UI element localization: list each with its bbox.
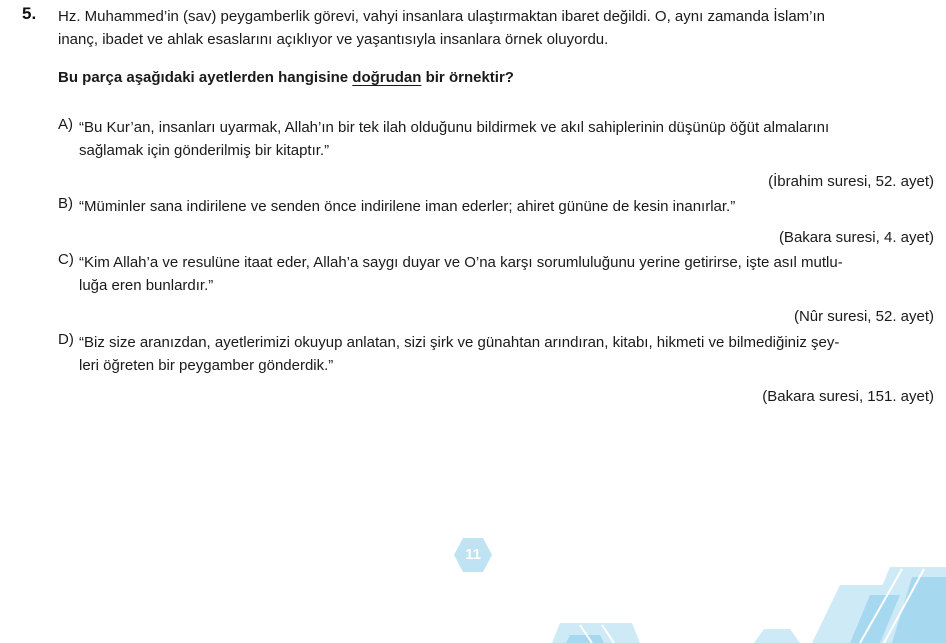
- stem-line: Hz. Muhammed’in (sav) peygamberlik görevi, vahyi insanlara ulaştırmaktan ibaret değildi. O, aynı zamanda İslam’ın: [58, 8, 825, 25]
- option-line: “Kim Allah’a ve resulüne itaat eder, Allah’a saygı duyar ve O’na karşı sorumluluğunu yerine getirirse, işte asıl mutlu-: [79, 254, 843, 271]
- question-number: 5.: [22, 4, 37, 23]
- option-line: leri öğreten bir peygamber gönderdik.”: [79, 357, 334, 374]
- option-letter: B): [58, 195, 73, 212]
- page-number: 11: [465, 546, 481, 563]
- option-line: “Bu Kur’an, insanları uyarmak, Allah’ın bir tek ilah olduğunu bildirmek ve akıl sahiplerinin düşünüp öğüt almalarını: [79, 119, 830, 136]
- prompt-text: Bu parça aşağıdaki ayetlerden hangisine: [58, 69, 353, 86]
- option-source: (Nûr suresi, 52. ayet): [793, 308, 934, 325]
- decorative-corner-shapes: [540, 555, 946, 643]
- option-letter: C): [58, 251, 74, 268]
- option-letter: A): [58, 116, 73, 133]
- option-text: [79, 251, 938, 297]
- option-source: (Bakara suresi, 4. ayet): [778, 229, 934, 246]
- question-stem: [58, 5, 938, 51]
- option-d[interactable]: [58, 331, 938, 408]
- option-line: luğa eren bunlardır.”: [79, 277, 214, 294]
- option-a[interactable]: [58, 116, 938, 193]
- option-c[interactable]: [58, 251, 938, 328]
- option-text: [79, 195, 938, 218]
- option-b[interactable]: [58, 195, 938, 249]
- option-line: “Müminler sana indirilene ve senden önce indirilene iman ederler; ahiret gününe de kesin inanırlar.”: [79, 198, 736, 215]
- option-text: [79, 331, 938, 377]
- option-line: “Biz size aranızdan, ayetlerimizi okuyup anlatan, sizi şirk ve günahtan arındıran, kitabı, hikmeti ve bilmediğiniz şey-: [79, 334, 840, 351]
- stem-line: inanç, ibadet ve ahlak esaslarını açıklıyor ve yaşantısıyla insanlara örnek oluyordu.: [58, 31, 609, 48]
- option-text: [79, 116, 938, 162]
- page-number-badge: [453, 537, 493, 573]
- question-prompt: [58, 69, 514, 86]
- option-letter: D): [58, 331, 74, 348]
- option-line: sağlamak için gönderilmiş bir kitaptır.”: [79, 142, 330, 159]
- prompt-underlined-word: doğrudan: [352, 69, 422, 86]
- prompt-text-end: bir örnektir?: [421, 69, 514, 86]
- option-source: (Bakara suresi, 151. ayet): [762, 388, 934, 405]
- option-source: (İbrahim suresi, 52. ayet): [768, 173, 934, 190]
